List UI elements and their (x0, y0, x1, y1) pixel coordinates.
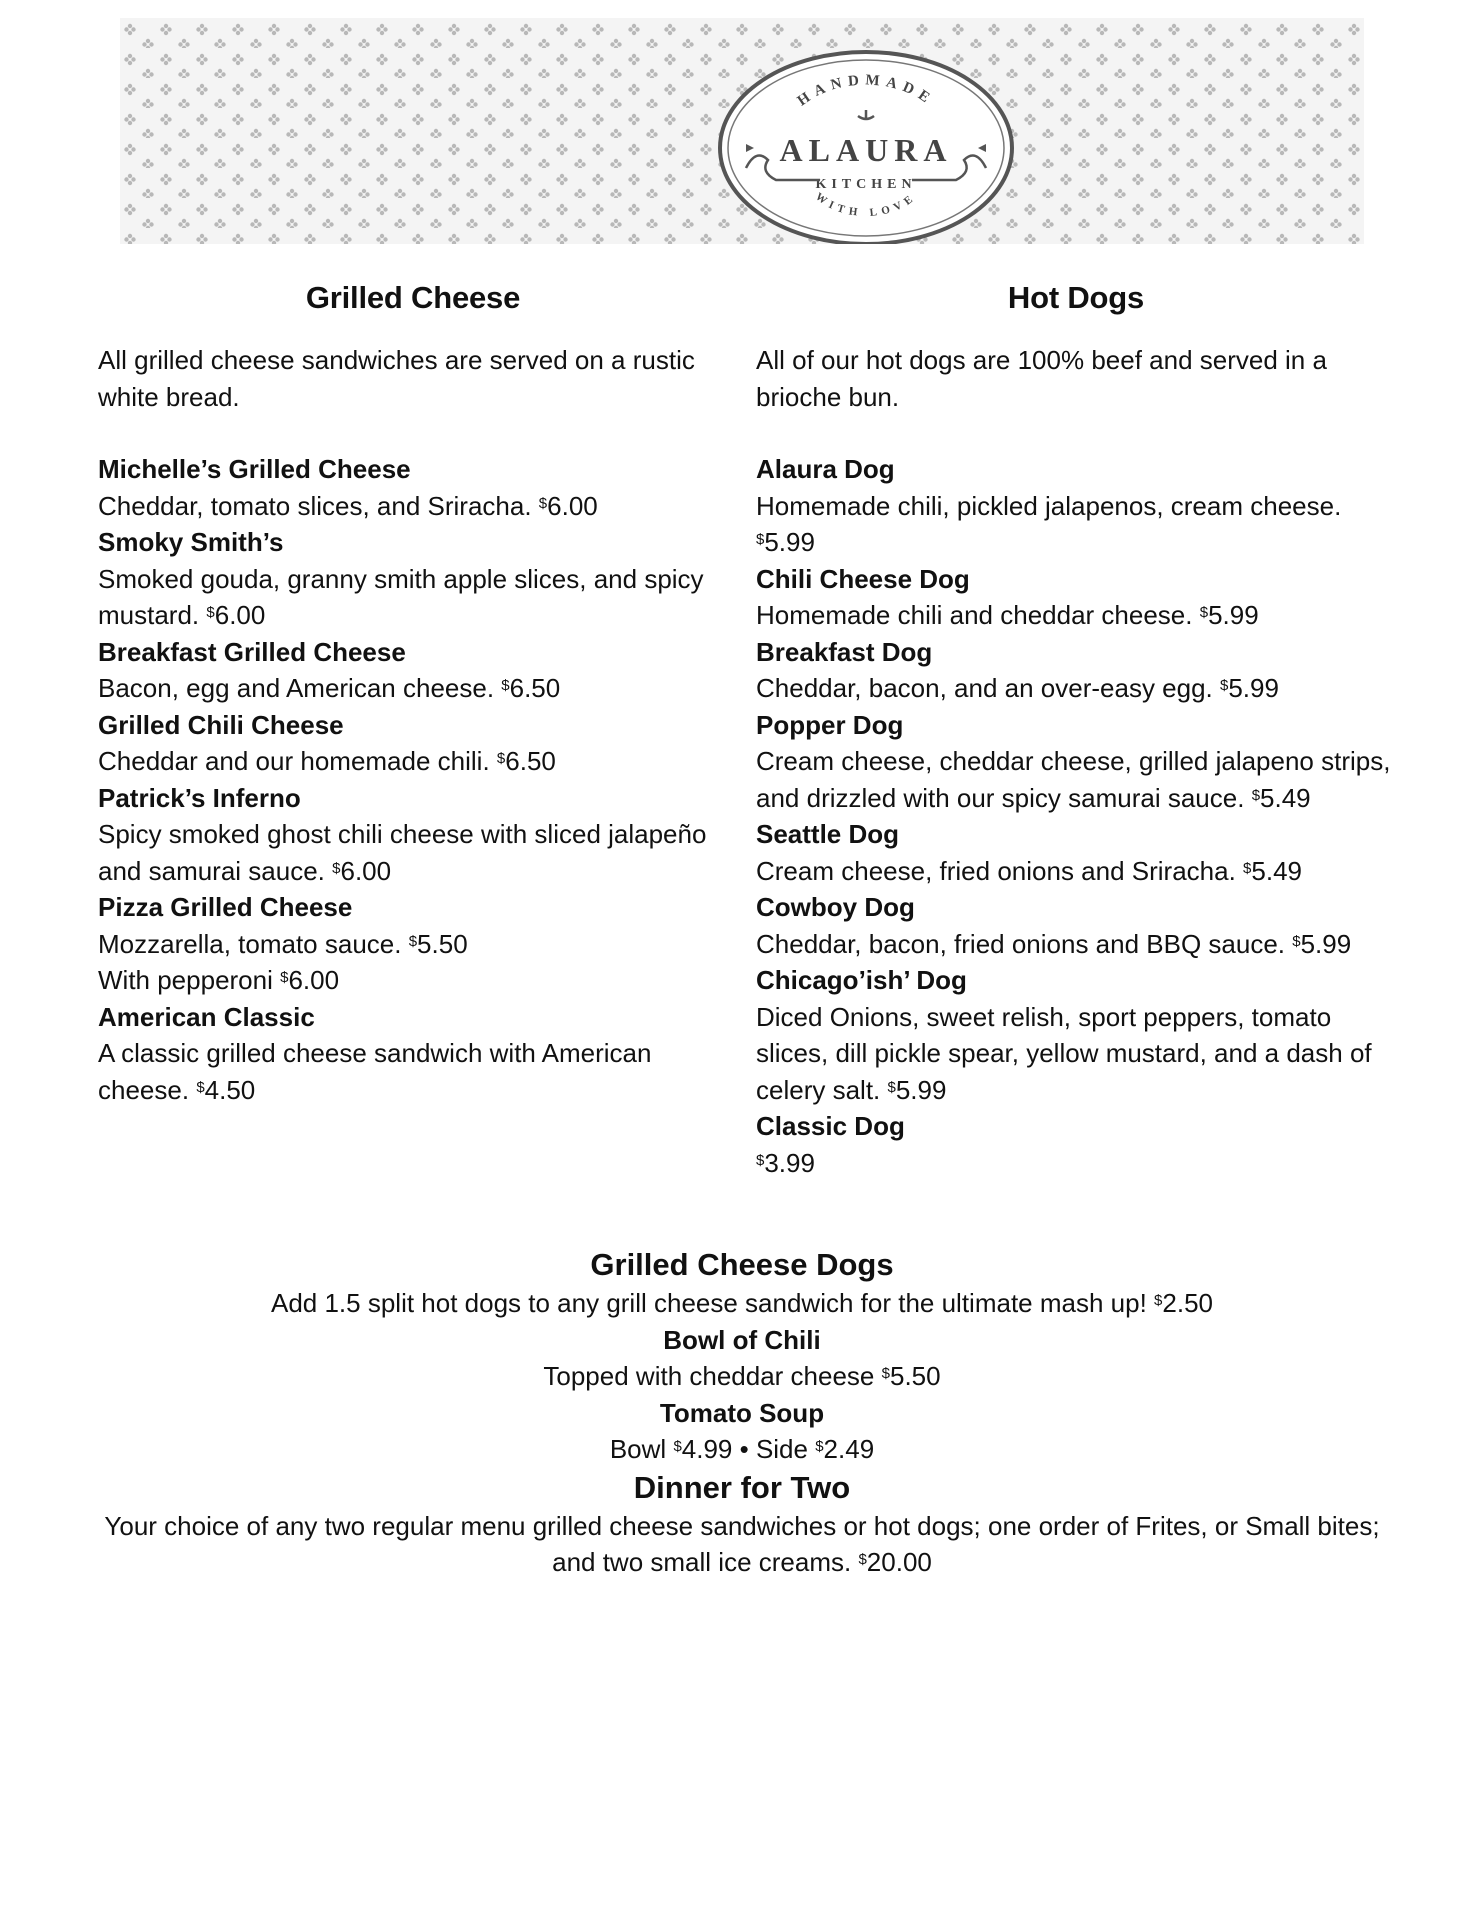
tomato-soup-title: Tomato Soup (659, 1397, 825, 1428)
menu-item-price: 3.99 (764, 1147, 815, 1178)
menu-item-price: 5.99 (1300, 928, 1352, 959)
menu-item-desc: Cheddar, tomato slices, and Sriracha. $6.00 (98, 490, 598, 521)
menu-item-price: 5.99 (764, 527, 815, 557)
menu-item-price: 5.99 (1208, 600, 1259, 630)
menu-item-name: Classic Dog (756, 1111, 905, 1141)
menu-item-price: 5.99 (1228, 673, 1279, 703)
dinner-for-two-title: Dinner for Two (633, 1469, 851, 1505)
menu-item-desc: Cheddar, bacon, and an over-easy egg. $5.99 (756, 673, 1279, 703)
menu-item-name: Grilled Chili Cheese (98, 709, 344, 740)
grilled-cheese-dogs-title: Grilled Cheese Dogs (590, 1247, 894, 1282)
menu-item-desc: Cream cheese, cheddar cheese, grilled jalapeno strips, and drizzled with our spicy samurai sauce. $5.49 (756, 746, 1391, 813)
menu-item-desc: Cheddar, bacon, fried onions and BBQ sauce. $5.99 (756, 928, 1352, 959)
menu-item-price: 5.49 (1251, 855, 1302, 886)
menu-item-name: Chili Cheese Dog (756, 563, 970, 594)
logo-name: ALAURA (779, 132, 953, 168)
menu-item-desc: Diced Onions, sweet relish, sport peppers, tomato slices, dill pickle spear, yellow mustard, and a dash of celery salt. $5.99 (756, 1001, 1372, 1105)
menu-item-desc: Bacon, egg and American cheese. $6.50 (98, 673, 561, 703)
menu-item-name: American Classic (98, 1001, 315, 1032)
menu-item-price: 5.49 (1260, 782, 1311, 813)
tomato-soup-prices: Bowl $4.99 • Side $2.49 (609, 1434, 875, 1464)
menu-item-name: Breakfast Dog (756, 636, 933, 667)
section-title: Grilled Cheese (305, 280, 521, 315)
menu-item-price: 6.00 (214, 600, 266, 630)
menu-item-name: Alaura Dog (756, 454, 895, 484)
menu-list (756, 451, 1396, 1181)
menu-item-desc: Cheddar and our homemade chili. $6.50 (98, 746, 556, 776)
menu-item-name: Breakfast Grilled Cheese (98, 636, 406, 667)
logo-top-text: HANDMADE (794, 72, 938, 110)
menu-item-desc: Smoked gouda, granny smith apple slices, and spicy mustard. $6.00 (98, 563, 704, 630)
menu-item-desc: Homemade chili and cheddar cheese. $5.99 (756, 600, 1259, 630)
specials-section (98, 1245, 1386, 1581)
section-intro: All grilled cheese sandwiches are served on a rustic white bread. (98, 345, 695, 412)
menu-item-price: 6.00 (547, 490, 598, 521)
logo-bottom-text: WITH LOVE (813, 190, 919, 220)
logo-sub: KITCHEN (815, 177, 917, 192)
menu-item-desc: $3.99 (756, 1147, 815, 1178)
menu-item-price: 6.00 (340, 855, 392, 886)
menu-item-price: 5.99 (895, 1074, 947, 1105)
section-intro: All of our hot dogs are 100% beef and served in a brioche bun. (756, 345, 1327, 412)
menu-item-name: Michelle’s Grilled Cheese (98, 454, 411, 484)
hot-dogs-section (756, 280, 1396, 1181)
section-title: Hot Dogs (1007, 280, 1145, 315)
menu-item-price: 6.50 (505, 746, 556, 776)
bowl-of-chili-title: Bowl of Chili (663, 1324, 821, 1355)
menu-item-desc: A classic grilled cheese sandwich with American cheese. $4.50 (98, 1038, 652, 1105)
menu-item-price: 5.50 (417, 928, 468, 959)
menu-item-desc: Homemade chili, pickled jalapenos, cream cheese. $5.99 (756, 490, 1342, 557)
header-banner (120, 18, 1364, 244)
menu-item-price: 6.50 (509, 673, 561, 703)
menu-item-name: Popper Dog (756, 709, 904, 740)
menu-item-extra: With pepperoni $6.00 (98, 965, 340, 995)
alaura-logo (716, 48, 1016, 244)
menu-item-name: Seattle Dog (756, 819, 900, 849)
menu-item-name: Cowboy Dog (756, 892, 915, 922)
menu-item-desc: Mozzarella, tomato sauce. $5.50 (98, 928, 468, 959)
menu-item-name: Smoky Smith’s (98, 527, 284, 557)
menu-item-desc: Cream cheese, fried onions and Sriracha. $5.49 (756, 855, 1302, 886)
menu-item-name: Chicago’ish’ Dog (756, 965, 967, 995)
menu-item-price: 4.50 (204, 1074, 256, 1105)
menu-item-name: Patrick’s Inferno (98, 782, 301, 813)
menu-list (98, 451, 728, 1108)
grilled-cheese-dogs-desc: Add 1.5 split hot dogs to any grill cheese sandwich for the ultimate mash up! $2.50 (270, 1288, 1213, 1318)
menu-item-name: Pizza Grilled Cheese (98, 892, 353, 922)
grilled-cheese-section (98, 280, 728, 1108)
dinner-for-two-desc: Your choice of any two regular menu grilled cheese sandwiches or hot dogs; one order of Frites, or Small bites; and two small ice creams. $20.00 (104, 1510, 1380, 1577)
bowl-of-chili-desc: Topped with cheddar cheese $5.50 (543, 1361, 941, 1391)
menu-item-desc: Spicy smoked ghost chili cheese with sliced jalapeño and samurai sauce. $6.00 (98, 819, 707, 886)
